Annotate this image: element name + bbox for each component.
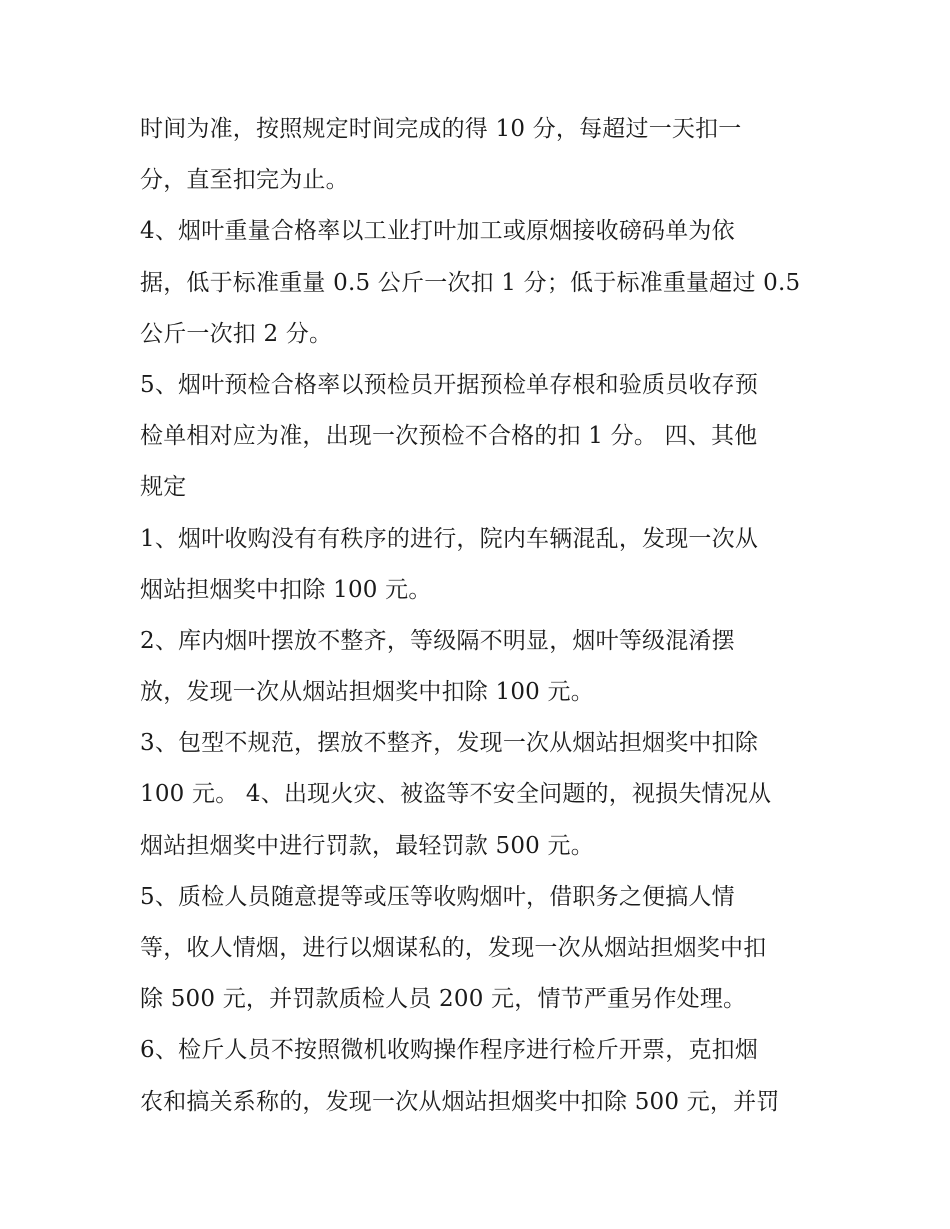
text-line: 5、质检人员随意提等或压等收购烟叶，借职务之便搞人情 xyxy=(140,883,735,910)
text-line: 3、包型不规范，摆放不整齐，发现一次从烟站担烟奖中扣除 xyxy=(140,730,759,757)
document-body xyxy=(140,104,830,1128)
text-line: 据，低于标准重量 0.5 公斤一次扣 1 分；低于标准重量超过 0.5 xyxy=(140,269,801,296)
text-line: 规定 xyxy=(140,474,187,501)
text-line: 公斤一次扣 2 分。 xyxy=(140,320,333,347)
text-line: 放，发现一次从烟站担烟奖中扣除 100 元。 xyxy=(140,679,594,706)
text-line: 2、库内烟叶摆放不整齐，等级隔不明显，烟叶等级混淆摆 xyxy=(140,627,735,654)
text-line: 烟站担烟奖中进行罚款，最轻罚款 500 元。 xyxy=(140,832,594,859)
text-line: 5、烟叶预检合格率以预检员开据预检单存根和验质员收存预 xyxy=(140,371,759,398)
text-line: 等，收人情烟，进行以烟谋私的，发现一次从烟站担烟奖中扣 xyxy=(140,935,767,961)
text-line: 4、烟叶重量合格率以工业打叶加工或原烟接收磅码单为依 xyxy=(140,218,735,245)
text-line: 检单相对应为准，出现一次预检不合格的扣 1 分。 四、其他 xyxy=(140,423,758,450)
text-line: 时间为准，按照规定时间完成的得 10 分，每超过一天扣一 xyxy=(140,116,742,142)
text-line: 烟站担烟奖中扣除 100 元。 xyxy=(140,576,432,603)
text-line: 1、烟叶收购没有有秩序的进行，院内车辆混乱，发现一次从 xyxy=(140,525,759,552)
text-line: 100 元。 4、出现火灾、被盗等不安全问题的，视损失情况从 xyxy=(140,781,772,808)
text-line: 除 500 元，并罚款质检人员 200 元，情节严重另作处理。 xyxy=(140,986,747,1013)
text-line: 农和搞关系称的，发现一次从烟站担烟奖中扣除 500 元，并罚 xyxy=(140,1088,780,1115)
text-line: 分，直至扣完为止。 xyxy=(140,167,349,194)
text-line: 6、检斤人员不按照微机收购操作程序进行检斤开票，克扣烟 xyxy=(140,1037,759,1064)
